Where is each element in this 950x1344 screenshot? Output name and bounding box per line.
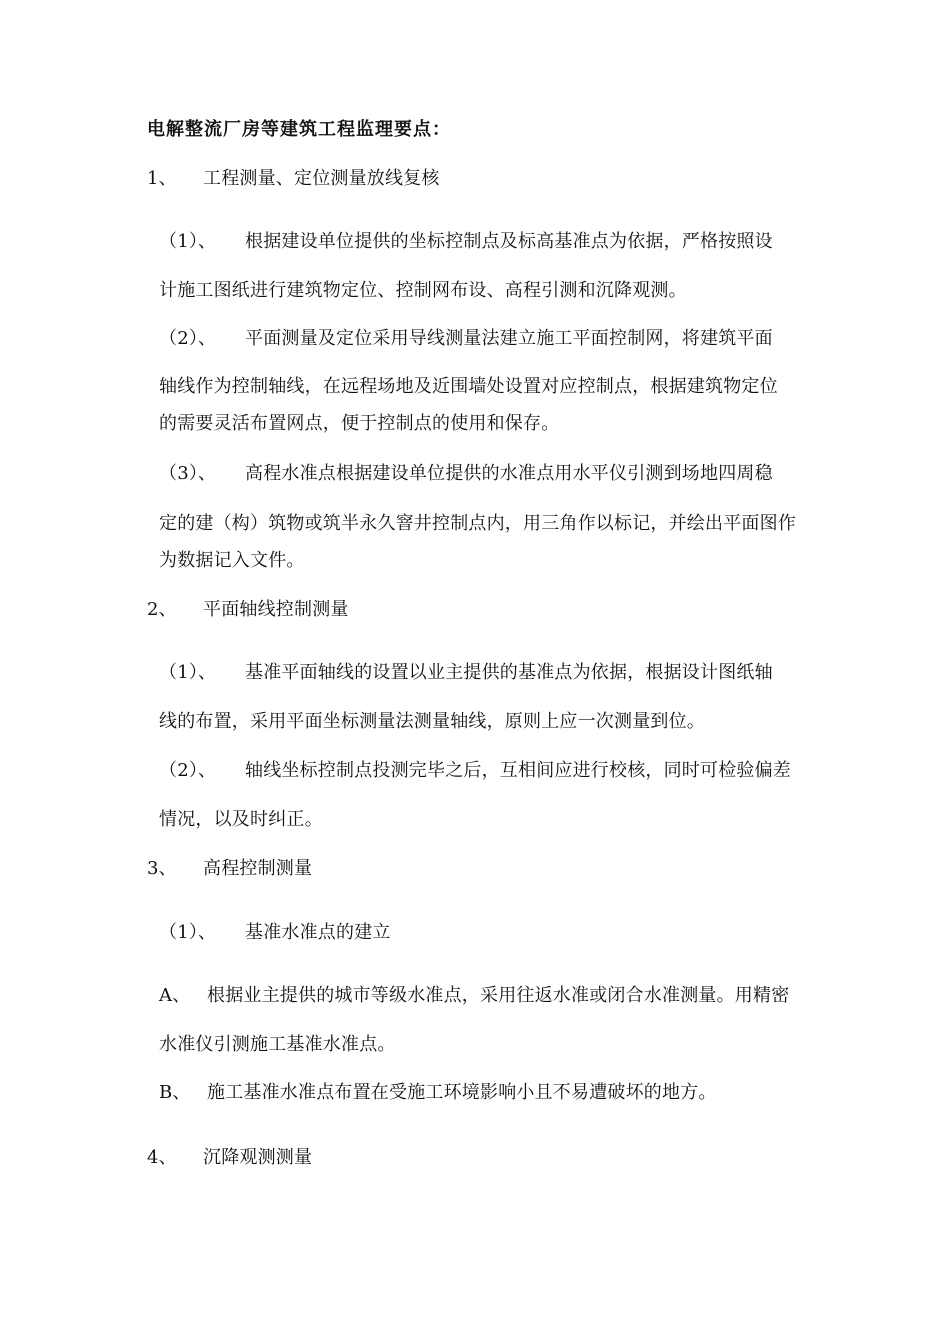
paragraph-1-1-line-2: 计施工图纸进行建筑物定位、控制网布设、高程引测和沉降观测。 bbox=[159, 280, 687, 301]
paragraph-2-2-line-1 bbox=[159, 759, 791, 783]
paragraph-2-1-line-2: 线的布置，采用平面坐标测量法测量轴线，原则上应一次测量到位。 bbox=[159, 711, 705, 732]
section-number: 1、 bbox=[147, 168, 177, 189]
paragraph-text: 高程水准点根据建设单位提供的水准点用水平仪引测到场地四周稳 bbox=[245, 463, 773, 484]
paragraph-3-b-line-1 bbox=[159, 1081, 717, 1105]
section-2-heading bbox=[147, 598, 349, 622]
paragraph-text: 根据建设单位提供的坐标控制点及标高基准点为依据，严格按照设 bbox=[245, 231, 773, 252]
paragraph-text: 平面测量及定位采用导线测量法建立施工平面控制网，将建筑平面 bbox=[245, 328, 773, 349]
paragraph-text: 根据业主提供的城市等级水准点，采用往返水准或闭合水准测量。用精密 bbox=[207, 985, 790, 1006]
paragraph-2-1-line-1 bbox=[159, 661, 773, 685]
section-1-heading bbox=[147, 167, 440, 191]
paragraph-1-1-line-1 bbox=[159, 230, 773, 254]
paragraph-text: 基准水准点的建立 bbox=[245, 922, 391, 943]
paragraph-3-a-line-2: 水准仪引测施工基准水准点。 bbox=[159, 1034, 396, 1055]
paragraph-3-a-line-1 bbox=[159, 984, 789, 1008]
paragraph-text: 施工基准水准点布置在受施工环境影响小且不易遭破坏的地方。 bbox=[207, 1082, 717, 1103]
paragraph-1-2-line-3: 的需要灵活布置网点，便于控制点的使用和保存。 bbox=[159, 413, 560, 434]
paragraph-1-2-line-1 bbox=[159, 327, 773, 351]
paragraph-1-3-line-3: 为数据记入文件。 bbox=[159, 550, 305, 571]
item-number: （3）、 bbox=[159, 463, 217, 484]
item-number: （1）、 bbox=[159, 662, 217, 683]
item-number: （2）、 bbox=[159, 760, 217, 781]
section-title: 高程控制测量 bbox=[203, 858, 313, 879]
paragraph-text: 轴线坐标控制点投测完毕之后，互相间应进行校核，同时可检验偏差 bbox=[245, 760, 791, 781]
paragraph-text: 基准平面轴线的设置以业主提供的基准点为依据，根据设计图纸轴 bbox=[245, 662, 773, 683]
section-title: 沉降观测测量 bbox=[203, 1147, 313, 1168]
document-title: 电解整流厂房等建筑工程监理要点： bbox=[147, 119, 451, 140]
paragraph-1-3-line-1 bbox=[159, 462, 773, 486]
section-title: 平面轴线控制测量 bbox=[203, 599, 349, 620]
paragraph-1-3-line-2: 定的建（构）筑物或筑半永久窨井控制点内，用三角作以标记，并绘出平面图作 bbox=[159, 513, 796, 534]
item-number: （1）、 bbox=[159, 922, 217, 943]
item-letter: B、 bbox=[159, 1082, 191, 1103]
section-3-heading bbox=[147, 857, 312, 881]
paragraph-1-2-line-2: 轴线作为控制轴线，在远程场地及近围墙处设置对应控制点，根据建筑物定位 bbox=[159, 376, 778, 397]
item-letter: A、 bbox=[159, 985, 191, 1006]
paragraph-3-1-line-1 bbox=[159, 921, 391, 945]
paragraph-2-2-line-2: 情况，以及时纠正。 bbox=[159, 809, 323, 830]
item-number: （1）、 bbox=[159, 231, 217, 252]
section-title: 工程测量、定位测量放线复核 bbox=[203, 168, 440, 189]
section-number: 2、 bbox=[147, 599, 177, 620]
section-4-heading bbox=[147, 1146, 312, 1170]
item-number: （2）、 bbox=[159, 328, 217, 349]
section-number: 3、 bbox=[147, 858, 177, 879]
section-number: 4、 bbox=[147, 1147, 177, 1168]
